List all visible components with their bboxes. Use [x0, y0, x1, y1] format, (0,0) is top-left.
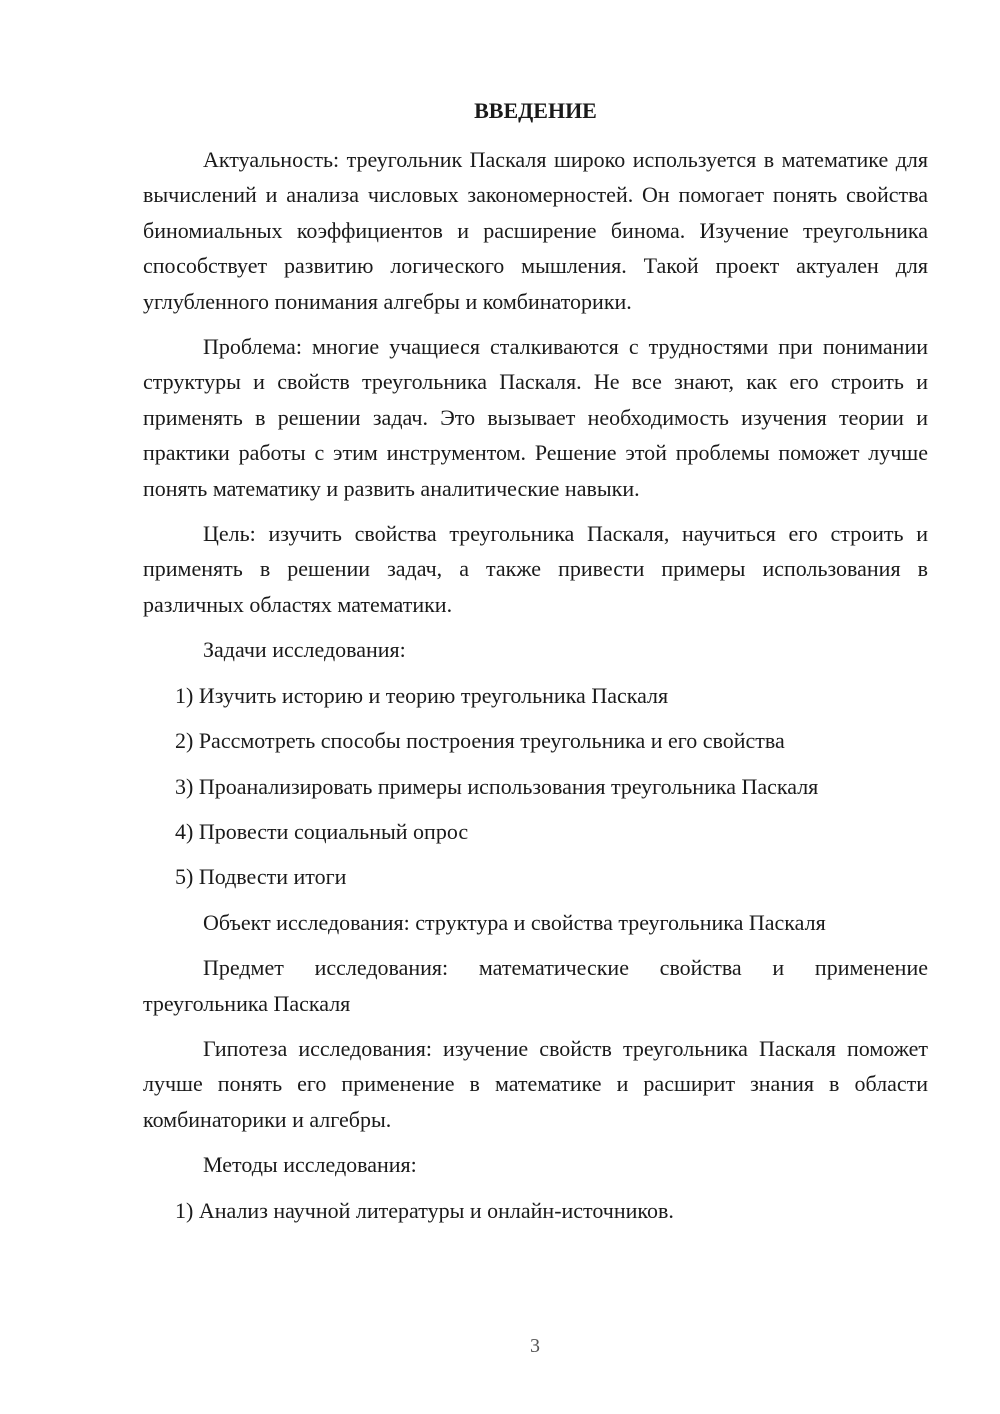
hypothesis-paragraph: Гипотеза исследования: изучение свойств треугольника Паскаля поможет лучше понять его применение в математике и расширит знания в области комбинаторики и алгебры.	[143, 1035, 928, 1132]
methods-list	[143, 1193, 928, 1228]
list-item: 1) Анализ научной литературы и онлайн-источников.	[175, 1197, 674, 1223]
list-item: 4) Провести социальный опрос	[175, 818, 469, 844]
problem-paragraph: Проблема: многие учащиеся сталкиваются с трудностями при понимании структуры и свойств треугольника Паскаля. Не все знают, как его строить и применять в решении задач. Это вызывает необходимость изучения теории и практики работы с этим инструментом. Решение этой проблемы поможет лучше понять математику и развить аналитические навыки.	[143, 334, 928, 501]
list-item: 2) Рассмотреть способы построения треугольника и его свойства	[175, 728, 785, 754]
body-text	[143, 142, 928, 1228]
list-item: 5) Подвести итоги	[175, 864, 347, 890]
relevance-paragraph: Актуальность: треугольник Паскаля широко используется в математике для вычислений и анализа числовых закономерностей. Он помогает понять свойства биномиальных коэффициентов и расширение бинома. Изучение треугольника способствует развитию логического мышления. Такой проект актуален для углубленного понимания алгебры и комбинаторики.	[143, 147, 928, 314]
tasks-title: Задачи исследования:	[203, 637, 406, 663]
tasks-list	[143, 678, 928, 895]
methods-title: Методы исследования:	[203, 1152, 417, 1178]
section-heading: ВВЕДЕНИЕ	[474, 98, 597, 123]
page-number: 3	[530, 1335, 540, 1357]
list-item: 3) Проанализировать примеры использования треугольника Паскаля	[175, 773, 819, 799]
goal-paragraph: Цель: изучить свойства треугольника Паскаля, научиться его строить и применять в решении задач, а также привести примеры использования в различных областях математики.	[143, 521, 928, 617]
subject-paragraph: Предмет исследования: математические свойства и применение треугольника Паскаля	[143, 955, 928, 1016]
list-item: 1) Изучить историю и теорию треугольника Паскаля	[175, 682, 669, 708]
object-paragraph: Объект исследования: структура и свойства треугольника Паскаля	[203, 909, 826, 935]
